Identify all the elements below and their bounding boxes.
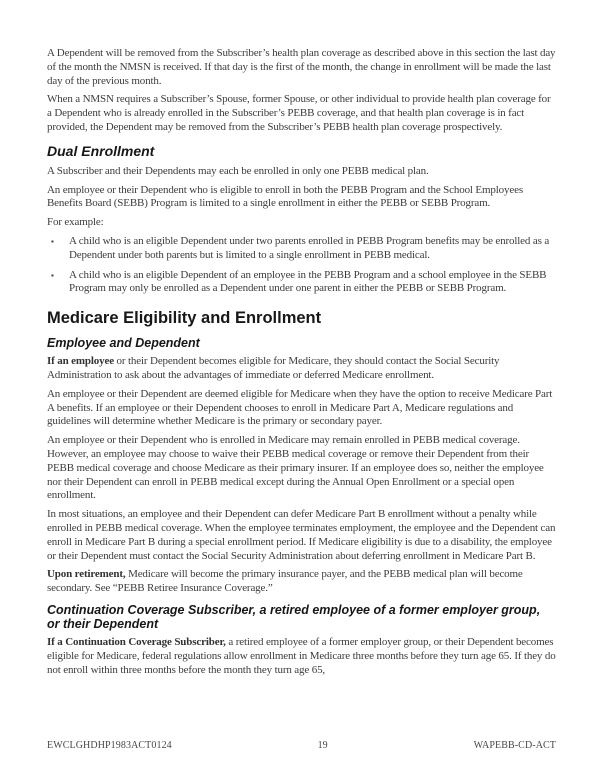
footer-plan-code: WAPEBB-CD-ACT [473,740,556,751]
heading-employee-and-dependent: Employee and Dependent [47,336,200,351]
list-item [51,269,556,297]
list-item-text: A child who is an eligible Dependent under two parents enrolled in PEBB Program benefits may be enrolled as a Dependent under both parents but is limited to a single enrollment in PEBB medical. [69,234,550,261]
bullet-icon: ▪ [51,270,54,280]
heading-dual-enrollment: Dual Enrollment [47,142,155,159]
paragraph-medicare-deemed-eligible: An employee or their Dependent are deemed eligible for Medicare when they have the option to receive Medicare Part A benefits. If an employee or their Dependent chooses to enroll in Medicare Part A, Medicare regulations and guidelines will determine whether Medicare is the primary or secondary payer. [47,387,553,428]
paragraph-nmsn-removal: A Dependent will be removed from the Subscriber’s health plan coverage as described above in this section the last day of the month the NMSN is received. If that day is the first of the month, the change in enrollment will be made the last day of the previous month. [47,47,556,87]
bullet-icon: ▪ [51,236,54,246]
paragraph-text: Medicare will become the primary insurance payer, and the PEBB medical plan will become secondary. See “PEBB Retiree Insurance Coverage.” [47,568,523,595]
heading-continuation-coverage: Continuation Coverage Subscriber, a retired employee of a former employer group, or their Dependent [47,602,541,631]
paragraph-text: or their Dependent becomes eligible for Medicare, they should contact the Social Security Administration to ask about the advantages of immediate or deferred Medicare enrollment. [47,355,500,381]
list-item [51,235,556,263]
paragraph-nmsn-spouse: When a NMSN requires a Subscriber’s Spouse, former Spouse, or other individual to provide health plan coverage for a Dependent who is already enrolled in the Subscriber’s PEBB coverage, and that health plan coverage is in fact provided, the Dependent may be removed from the Subscriber’s PEBB health plan coverage prospectively. [47,93,551,133]
paragraph-medicare-part-b-deferral: In most situations, an employee and their Dependent can defer Medicare Part B enrollment without a penalty while enrolled in PEBB medical coverage. When the employee terminates employment, the employee and the Dependent can enroll in Medicare Part B during a special enrollment period. If Medicare eligibility is due to a disability, the employee or their Dependent must contact the Social Security Administration about deferring enrollment in Medicare Part B. [47,508,556,562]
paragraph-upon-retirement [47,568,556,596]
paragraph-medicare-contact-ssa [47,355,556,383]
example-bullet-list [47,235,556,296]
paragraph-text: a retired employee of a former employer group, or their Dependent becomes eligible for Medicare, federal regulations allow enrollment in Medicare three months before they turn age 65. If they do not enroll within three months before the month they turn age 65, [47,635,556,676]
paragraph-dual-one-plan: A Subscriber and their Dependents may each be enrolled in only one PEBB medical plan. [47,164,429,177]
heading-medicare-eligibility: Medicare Eligibility and Enrollment [47,309,322,328]
paragraph-dual-pebb-sebb: An employee or their Dependent who is eligible to enroll in both the PEBB Program and the School Employees Benefits Board (SEBB) Program is limited to a single enrollment in either the PEBB or SEBB Program. [47,183,523,210]
list-item-text: A child who is an eligible Dependent of an employee in the PEBB Program and a school employee in the SEBB Program may only be enrolled as a Dependent under one parent in either the PEBB or SEBB Program. [69,268,547,295]
bold-lead-continuation-subscriber: If a Continuation Coverage Subscriber, [47,635,226,648]
page-footer [47,740,556,751]
bold-lead-if-an-employee: If an employee [47,355,114,368]
footer-page-number: 19 [317,740,328,751]
bold-lead-upon-retirement: Upon retirement, [47,568,126,581]
paragraph-medicare-remain-enrolled: An employee or their Dependent who is enrolled in Medicare may remain enrolled in PEBB medical coverage. However, an employee may choose to waive their PEBB medical coverage or remove their Dependent from their PEBB medical coverage and choose Medicare as their primary insurer. If an employee does so, neither the employee nor their Dependent can enroll in PEBB medical except during the Annual Open Enrollment or a special open enrollment. [47,434,544,502]
paragraph-example-intro: For example: [47,216,104,229]
footer-document-code: EWCLGHDHP1983ACT0124 [47,740,172,751]
paragraph-continuation-medicare [47,636,556,677]
